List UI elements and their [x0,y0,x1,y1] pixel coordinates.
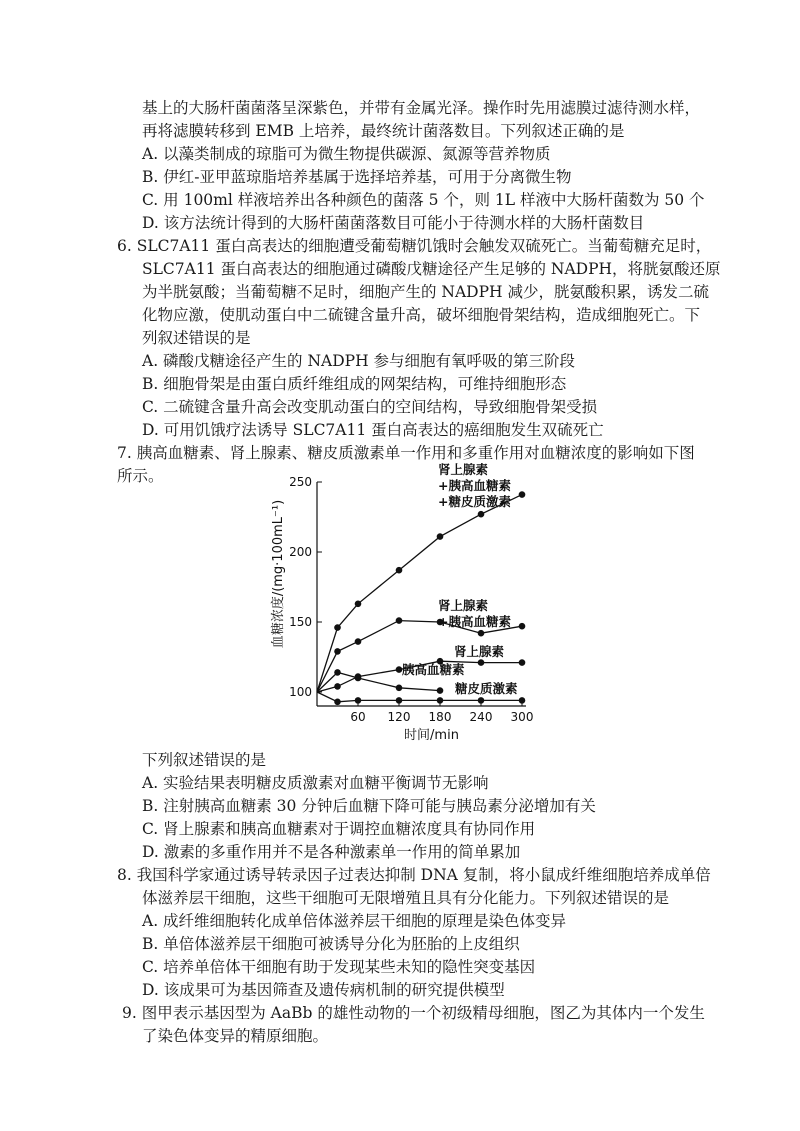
text-line: 体滋养层干细胞，这些干细胞可无限增殖且具有分化能力。下列叙述错误的是 [142,889,670,907]
data-point [437,533,444,540]
x-tick-label: 120 [387,710,411,724]
series-label: +胰高血糖素 [438,614,511,629]
text-line: 6. SLC7A11 蛋白高表达的细胞遭受葡萄糖饥饿时会触发双硫死亡。当葡萄糖充足时， [117,237,712,255]
data-point [396,567,403,574]
series-label: 肾上腺素 [438,462,489,477]
text-line: A. 以藻类制成的琼脂可为微生物提供碳源、氮源等营养物质 [142,145,551,163]
data-point [355,675,362,682]
y-tick-label: 200 [289,545,312,559]
data-point [355,638,362,645]
series-label: +胰高血糖素 [438,478,511,493]
data-point [396,697,403,704]
text-line: D. 激素的多重作用并不是各种激素单一作用的简单累加 [142,843,521,861]
data-point [478,630,485,637]
data-point [334,669,341,676]
data-point [334,624,341,631]
text-line: 列叙述错误的是 [142,329,251,347]
series-label: 肾上腺素 [438,598,489,613]
data-point [334,683,341,690]
series-label: +糖皮质激素 [438,494,511,509]
text-line: B. 单倍体滋养层干细胞可被诱导分化为胚胎的上皮组织 [142,935,520,953]
data-point [519,491,526,498]
text-line: 8. 我国科学家通过诱导转录因子过表达抑制 DNA 复制，将小鼠成纤维细胞培养成单倍 [117,866,711,884]
data-point [396,617,403,624]
series-label: 肾上腺素 [454,644,505,659]
data-point [478,659,485,666]
text-line: 了染色体变异的精原细胞。 [142,1027,329,1045]
data-point [334,699,341,706]
blood-glucose-chart [262,462,562,742]
series-label: 糖皮质激素 [455,681,518,696]
text-line: 为半胱氨酸；当葡萄糖不足时，细胞产生的 NADPH 减少，胱氨酸积累，诱发二硫 [142,283,709,301]
text-line: 基上的大肠杆菌菌落呈深紫色，并带有金属光泽。操作时先用滤膜过滤待测水样， [142,99,701,117]
text-line: D. 可用饥饿疗法诱导 SLC7A11 蛋白高表达的癌细胞发生双硫死亡 [142,421,604,439]
y-tick-label: 250 [289,475,312,489]
data-point [437,687,444,694]
series-label: 胰高血糖素 [402,662,465,677]
data-point [519,697,526,704]
text-line: 9. 图甲表示基因型为 AaBb 的雄性动物的一个初级精母细胞，图乙为其体内一个发生 [122,1004,705,1022]
data-point [478,697,485,704]
text-line: 化物应激，使肌动蛋白中二硫键含量升高，破坏细胞骨架结构，造成细胞死亡。下 [142,306,701,324]
x-tick-label: 240 [469,710,493,724]
text-line: C. 二硫键含量升高会改变肌动蛋白的空间结构，导致细胞骨架受损 [142,398,598,416]
x-tick-label: 180 [428,710,452,724]
data-point [334,648,341,655]
text-line: B. 注射胰高血糖素 30 分钟后血糖下降可能与胰岛素分泌增加有关 [142,797,596,815]
x-axis-label: 时间/min [404,728,459,742]
y-tick-label: 100 [289,685,312,699]
text-line: C. 肾上腺素和胰高血糖素对于调控血糖浓度具有协同作用 [142,820,536,838]
y-tick-label: 150 [289,615,312,629]
text-line: 7. 胰高血糖素、肾上腺素、糖皮质激素单一作用和多重作用对血糖浓度的影响如下图 [117,444,695,462]
y-axis-label: 血糖浓度/(mg·100mL⁻¹) [271,499,286,649]
data-point [355,697,362,704]
data-point [355,601,362,608]
data-point [396,685,403,692]
data-point [519,659,526,666]
data-point [437,697,444,704]
text-line: D. 该方法统计得到的大肠杆菌菌落数目可能小于待测水样的大肠杆菌数目 [142,214,645,232]
text-line: D. 该成果可为基因筛查及遗传病机制的研究提供模型 [142,981,505,999]
text-line: C. 培养单倍体干细胞有助于发现某些未知的隐性突变基因 [142,958,536,976]
x-tick-label: 300 [510,710,534,724]
text-line: A. 成纤维细胞转化成单倍体滋养层干细胞的原理是染色体变异 [142,912,567,930]
text-line: A. 实验结果表明糖皮质激素对血糖平衡调节无影响 [142,774,489,792]
text-line: 再将滤膜转移到 EMB 上培养，最终统计菌落数目。下列叙述正确的是 [142,122,625,140]
data-point [478,511,485,518]
text-line: 下列叙述错误的是 [142,751,267,769]
text-line: A. 磷酸戊糖途径产生的 NADPH 参与细胞有氧呼吸的第三阶段 [142,352,576,370]
x-tick-label: 60 [350,710,366,724]
text-line: SLC7A11 蛋白高表达的细胞通过磷酸戊糖途径产生足够的 NADPH，将胱氨酸还原 [142,260,721,278]
text-line: B. 伊红-亚甲蓝琼脂培养基属于选择培养基，可用于分离微生物 [142,168,572,186]
text-line: C. 用 100ml 样液培养出各种颜色的菌落 5 个，则 1L 样液中大肠杆菌数为 50 个 [142,191,705,209]
text-line: B. 细胞骨架是由蛋白质纤维组成的网架结构，可维持细胞形态 [142,375,567,393]
text-line: 所示。 [117,467,164,485]
data-point [519,623,526,630]
